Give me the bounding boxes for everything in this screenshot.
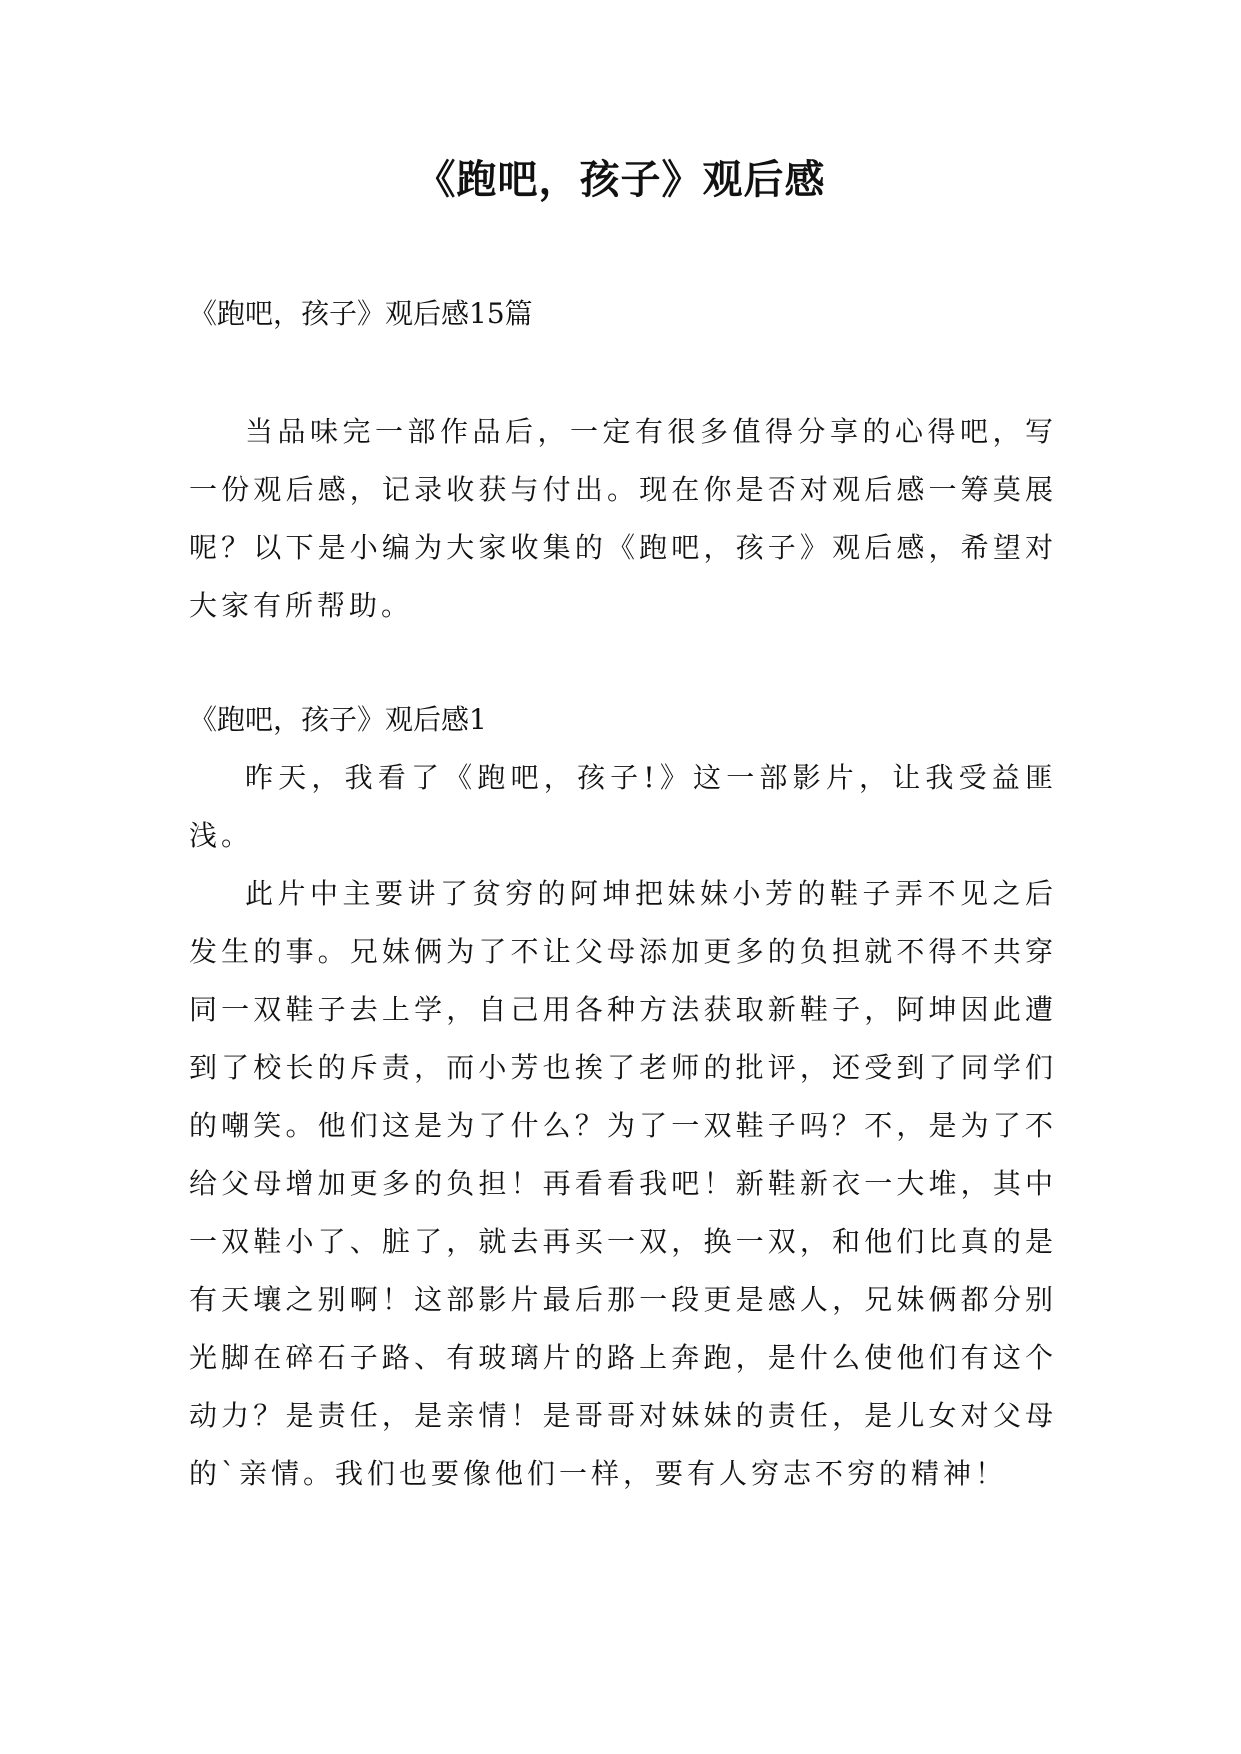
body-paragraph-1: 昨天，我看了《跑吧，孩子!》这一部影片，让我受益匪浅。 (189, 761, 1057, 852)
section-heading: 《跑吧，孩子》观后感1 (189, 703, 487, 736)
body-paragraph-2: 此片中主要讲了贫穷的阿坤把妹妹小芳的鞋子弄不见之后发生的事。兄妹俩为了不让父母添加更多的负担就不得不共穿同一双鞋子去上学，自己用各种方法获取新鞋子，阿坤因此遭到了校长的斥责，而小芳也挨了老师的批评，还受到了同学们的嘲笑。他们这是为了什么？为了一双鞋子吗？不，是为了不给父母增加更多的负担！再看看我吧！新鞋新衣一大堆，其中一双鞋小了、脏了，就去再买一双，换一双，和他们比真的是有天壤之别啊！这部影片最后那一段更是感人，兄妹俩都分别光脚在碎石子路、有玻璃片的路上奔跑，是什么使他们有这个动力？是责任，是亲情！是哥哥对妹妹的责任，是儿女对父母的`亲情。我们也要像他们一样，要有人穷志不穷的精神！ (189, 877, 1057, 1490)
document-subtitle: 《跑吧，孩子》观后感15篇 (189, 297, 533, 330)
document-title: 《跑吧，孩子》观后感 (415, 156, 826, 203)
intro-paragraph: 当品味完一部作品后，一定有很多值得分享的心得吧，写一份观后感，记录收获与付出。现在你是否对观后感一筹莫展呢？以下是小编为大家收集的《跑吧，孩子》观后感，希望对大家有所帮助。 (189, 415, 1057, 622)
